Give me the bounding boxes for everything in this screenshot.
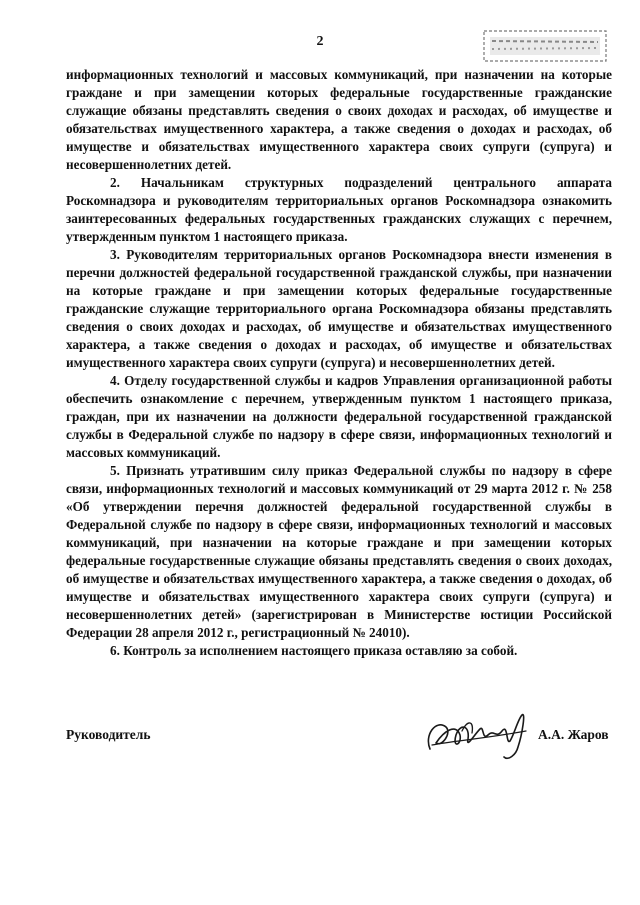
signatory-name: А.А. Жаров	[538, 727, 609, 742]
paragraph-item-4: 4. Отделу государственной службы и кадров Управления организационной работы обеспечить ознакомление с перечнем, утвержденным пунктом 1 настоящего приказа, граждан, при их назначении на должности федеральной государственной гражданской службы в Федеральной службе по надзору в сфере связи, информационных технологий и массовых коммуникаций.	[66, 373, 612, 460]
paragraph-item-5: 5. Признать утратившим силу приказ Федеральной службы по надзору в сфере связи, информационных технологий и массовых коммуникаций от 29 марта 2012 г. № 258 «Об утверждении перечня должностей федеральной государственной службы в Федеральной службе по надзору в сфере связи, информационных технологий и массовых коммуникаций, при назначении на которые граждане и при замещении которых федеральные государственные служащие обязаны представлять сведения о своих доходах, об имуществе и обязательствах имущественного характера, а также сведения о доходах, об имуществе и обязательствах имущественного характера своих супруги (супруга) и несовершеннолетних детей» (зарегистрирован в Министерстве юстиции Российской Федерации 28 апреля 2012 г., регистрационный № 24010).	[66, 463, 612, 640]
signatory-role: Руководитель	[66, 727, 151, 742]
document-body	[66, 66, 612, 660]
paragraph-item-6: 6. Контроль за исполнением настоящего приказа оставляю за собой.	[110, 643, 518, 658]
paragraph-item-3: 3. Руководителям территориальных органов Роскомнадзора внести изменения в перечни должностей федеральной государственной гражданской службы, при назначении на которые граждане и при замещении которых федеральные государственные гражданские служащие территориального органа Роскомнадзора обязаны представлять сведения о своих доходах и расходах, об имуществе и обязательствах имущественного характера, а также сведения о доходах и расходах, об имуществе и обязательствах имущественного характера своих супруги (супруга) и несовершеннолетних детей.	[66, 247, 612, 370]
paragraph-item-2: 2. Начальникам структурных подразделений центрального аппарата Роскомнадзора и руководителям территориальных органов Роскомнадзора ознакомить заинтересованных федеральных государственных гражданских служащих с перечнем, утвержденным пунктом 1 настоящего приказа.	[66, 175, 612, 244]
paragraph-1-continuation: информационных технологий и массовых коммуникаций, при назначении на которые граждане и при замещении которых федеральные государственные гражданские служащие обязаны представлять сведения о своих доходах и расходах, об имуществе и обязательствах имущественного характера, а также сведения о доходах и расходах, об имуществе и обязательствах имущественного характера своих супруги (супруга) и несовершеннолетних детей.	[66, 67, 612, 172]
registration-stamp-image	[482, 28, 608, 64]
handwritten-signature-image	[422, 705, 542, 765]
page-number: 2	[316, 34, 324, 49]
signature-block	[66, 705, 612, 765]
